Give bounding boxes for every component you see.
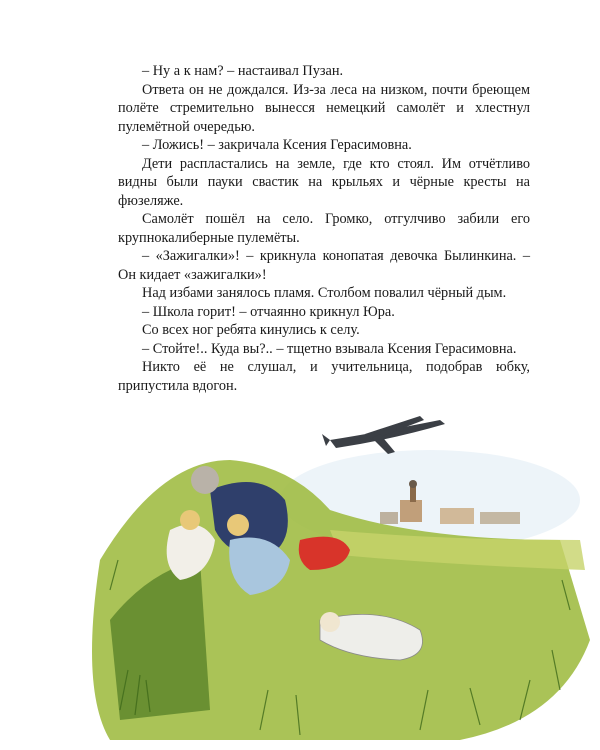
paragraph: Над избами занялось пламя. Столбом повалил чёрный дым. [142, 285, 507, 301]
airplane-icon [322, 416, 445, 454]
paragraph: Самолёт пошёл на село. Громко, отгулчиво забили его крупнокалиберные пулемёты. [118, 211, 530, 246]
paragraph: – «Зажигалки»! – крикнула конопатая девочка Былинкина. – Он кидает «зажигалки»! [118, 248, 530, 283]
paragraph: Ответа он не дождался. Из-за леса на низком, почти бреющем полёте стремительно вынесся немецкий самолёт и хлестнул пулемётной очередью. [118, 81, 530, 135]
paragraph: Со всех ног ребята кинулись к селу. [142, 322, 360, 338]
paragraph: Никто её не слушал, и учительница, подобрав юбку, припустила вдогон. [118, 359, 530, 394]
paragraph: – Стойте!.. Куда вы?.. – тщетно взывала Ксения Герасимовна. [142, 340, 517, 357]
paragraph: – Ложись! – закричала Ксения Герасимовна. [142, 137, 412, 153]
paragraph: – Школа горит! – отчаянно крикнул Юра. [142, 303, 395, 320]
watercolor-illustration [0, 390, 600, 750]
paragraph: – Ну а к нам? – настаивал Пузан. [142, 63, 344, 79]
paragraph: Дети распластались на земле, где кто стоял. Им отчётливо видны были пауки свастик на крыльях и чёрные кресты на фюзеляже. [118, 155, 530, 209]
story-text [118, 62, 530, 395]
